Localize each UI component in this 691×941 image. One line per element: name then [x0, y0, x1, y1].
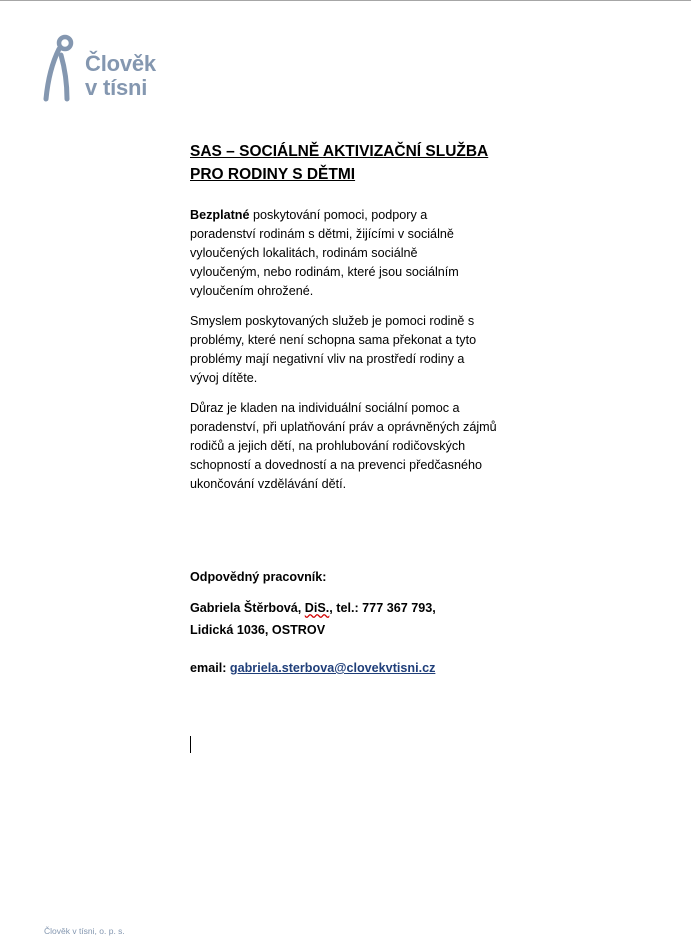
- text-cursor: [190, 736, 191, 753]
- contact-phone: , tel.: 777 367 793,: [329, 601, 436, 615]
- paragraph-1-bold: Bezplatné: [190, 208, 250, 222]
- logo-line-2: v tísni: [85, 75, 148, 100]
- title-line-1: SAS – SOCIÁLNĚ AKTIVIZAČNÍ SLUŽBA: [190, 143, 489, 160]
- contact-email-line: [190, 657, 435, 679]
- contact-details: [190, 597, 436, 641]
- paragraph-3: Důraz je kladen na individuální sociální pomoc a poradenství, při uplatňování práv a oprávněných zájmů rodičů a jejich dětí, na prohlubování rodičovských schopností a dovedností a na prevenci předčasného ukončování vzdělávání dětí.: [190, 401, 497, 491]
- document-body: [190, 140, 510, 675]
- paragraph-2: Smyslem poskytovaných služeb je pomoci rodině s problémy, které není schopna sama překonat a tyto problémy mají negativní vliv na prostředí rodiny a vývoj dítěte.: [190, 314, 477, 385]
- person-figure-icon: [40, 33, 80, 105]
- contact-degree: DiS.: [304, 601, 330, 615]
- document-title: [190, 140, 510, 186]
- email-link[interactable]: gabriela.sterbova@clovekvtisni.cz: [229, 661, 436, 675]
- logo-text: [85, 52, 156, 100]
- title-line-2: PRO RODINY S DĚTMI: [190, 166, 356, 183]
- email-label: email:: [190, 661, 230, 675]
- paragraph-1-text: poskytování pomoci, podpory a poradenství rodinám s dětmi, žijícími v sociálně vyloučených lokalitách, rodinám sociálně vyloučeným, nebo rodinám, které jsou sociálním vyloučením ohrožené.: [190, 208, 459, 298]
- contact-address: Lidická 1036, OSTROV: [190, 623, 326, 637]
- paragraph-1: [190, 206, 490, 301]
- contact-heading: Odpovědný pracovník:: [190, 570, 327, 584]
- logo: [40, 33, 180, 105]
- logo-line-1: Člověk: [85, 51, 156, 76]
- page-footer: Člověk v tísni, o. p. s.: [44, 926, 125, 936]
- page-top-border: [0, 0, 691, 1]
- contact-name: Gabriela Štěrbová,: [190, 601, 305, 615]
